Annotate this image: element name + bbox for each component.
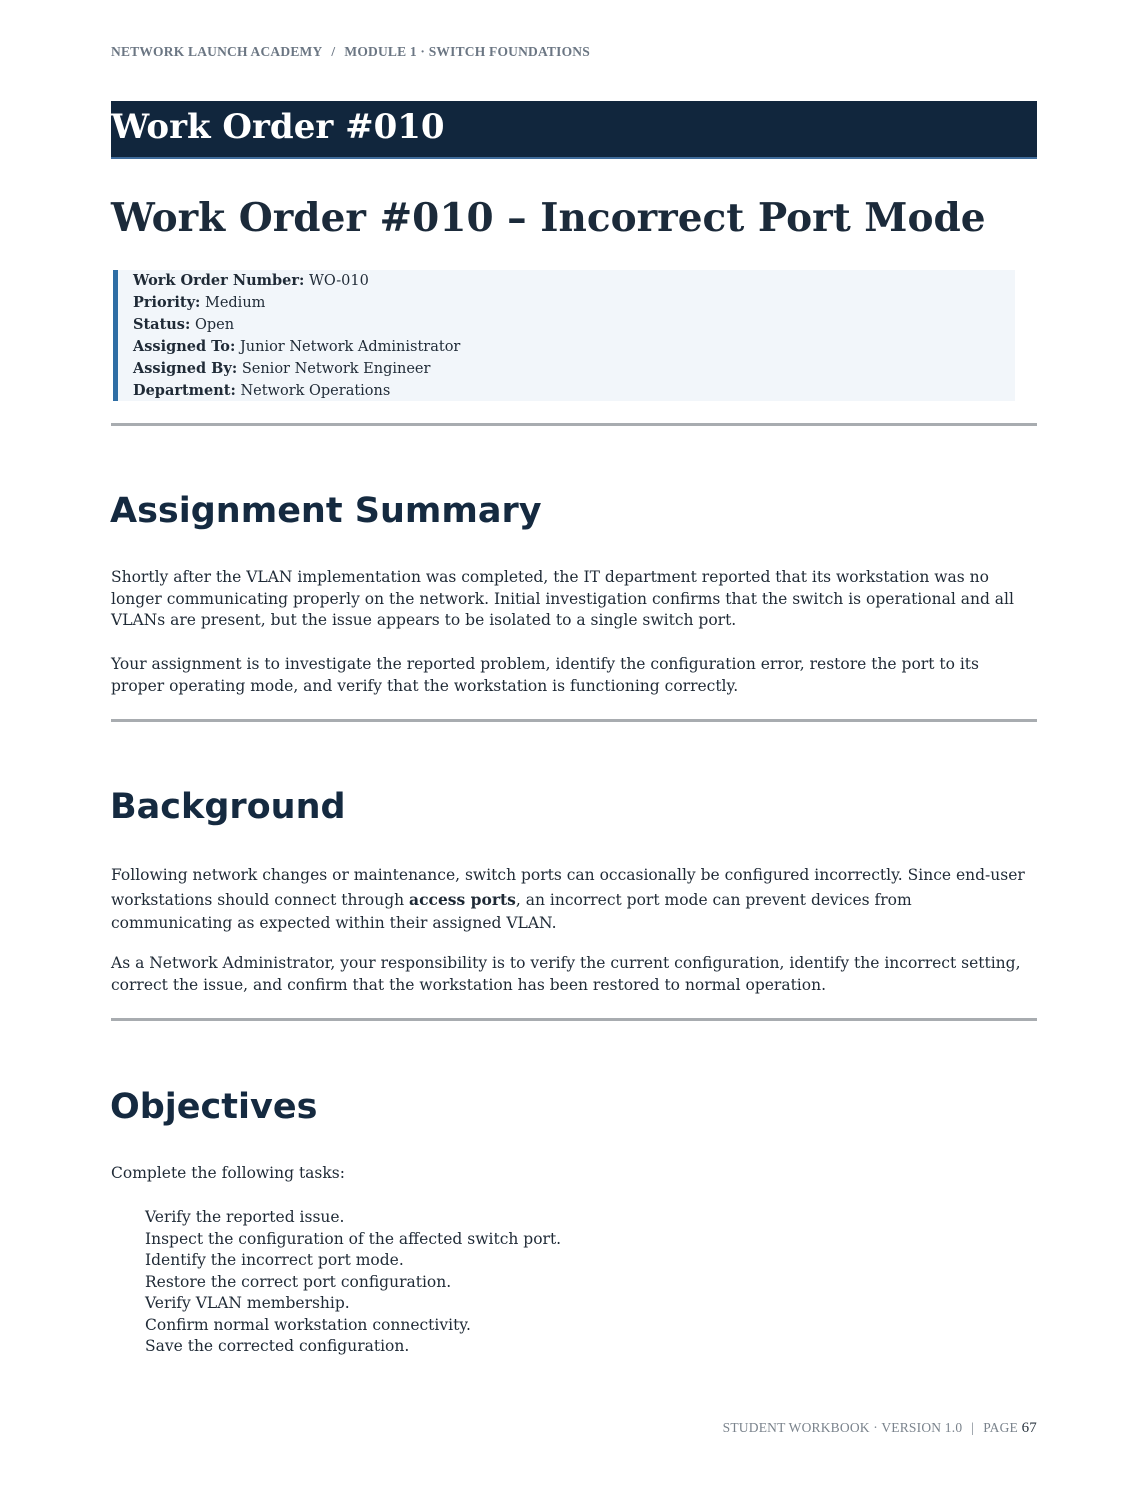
- section-title-assignment-summary: Assignment Summary: [110, 491, 542, 531]
- section-divider: [111, 719, 1037, 722]
- background-text: Following network changes or maintenance, switch ports can occasionally be configured incorrectly. Since end-user workstations should connect through: [111, 866, 1025, 909]
- meta-key: Status:: [133, 316, 191, 333]
- task-item: Confirm normal workstation connectivity.: [145, 1315, 471, 1334]
- section-divider: [111, 423, 1037, 426]
- meta-key: Department:: [133, 382, 236, 399]
- assignment-summary-paragraph: Your assignment is to investigate the reported problem, identify the configuration error, restore the port to its proper operating mode, and verify that the workstation is functioning correctly.: [111, 655, 979, 695]
- meta-value: Medium: [204, 295, 266, 311]
- access-ports-emphasis: access ports: [409, 889, 516, 909]
- task-item: Verify VLAN membership.: [145, 1294, 350, 1312]
- meta-key: Work Order Number:: [133, 272, 305, 289]
- page-footer: [723, 1420, 1037, 1437]
- meta-key: Assigned To:: [133, 338, 236, 355]
- breadcrumb-module: MODULE 1 · SWITCH FOUNDATIONS: [344, 44, 590, 59]
- page-title: Work Order #010 – Incorrect Port Mode: [111, 195, 986, 241]
- task-item: Restore the correct port configuration.: [145, 1272, 452, 1291]
- task-item: Inspect the configuration of the affected switch port.: [145, 1229, 562, 1248]
- footer-separator: |: [971, 1420, 975, 1435]
- meta-row-department: [133, 381, 1015, 403]
- assignment-summary-paragraph: Shortly after the VLAN implementation was completed, the IT department reported that its workstation was no longer communicating properly on the network. Initial investigation confirms that the switch is operational and all VLANs are present, but the issue appears to be isolated to a single switch port.: [111, 568, 1014, 630]
- background-paragraph: As a Network Administrator, your responsibility is to verify the current configuration, identify the incorrect setting, correct the issue, and confirm that the workstation has been restored to normal operation.: [111, 954, 1021, 994]
- breadcrumb-separator: /: [331, 44, 336, 59]
- footer-page-label: PAGE: [983, 1420, 1019, 1435]
- task-item: Verify the reported issue.: [145, 1208, 345, 1226]
- task-list: [145, 1207, 561, 1358]
- breadcrumb: [111, 44, 590, 60]
- footer-workbook: STUDENT WORKBOOK · VERSION 1.0: [722, 1420, 963, 1435]
- task-item: Save the corrected configuration.: [145, 1337, 410, 1355]
- meta-key: Assigned By:: [133, 360, 238, 377]
- meta-row-assigned-by: [133, 359, 1015, 381]
- meta-value: Open: [194, 317, 235, 333]
- banner-title: Work Order #010: [111, 107, 445, 147]
- objectives-intro: Complete the following tasks:: [111, 1164, 345, 1182]
- work-order-details: [113, 270, 1015, 401]
- background-text: , an incorrect port mode can prevent devices from communicating as expected within their assigned VLAN.: [111, 890, 912, 932]
- meta-value: WO-010: [308, 273, 369, 289]
- meta-value: Junior Network Administrator: [239, 339, 461, 355]
- page-number: 67: [1021, 1420, 1037, 1436]
- meta-row-assigned-to: [133, 337, 1015, 359]
- title-banner: [111, 101, 1037, 159]
- section-title-objectives: Objectives: [110, 1087, 318, 1127]
- meta-row-number: [133, 271, 1015, 293]
- task-item: Identify the incorrect port mode.: [145, 1251, 404, 1269]
- background-paragraph: [111, 864, 1037, 936]
- meta-row-status: [133, 315, 1015, 337]
- meta-value: Senior Network Engineer: [241, 361, 431, 377]
- meta-value: Network Operations: [240, 383, 391, 399]
- section-title-background: Background: [110, 787, 346, 827]
- meta-row-priority: [133, 293, 1015, 315]
- meta-key: Priority:: [133, 294, 201, 311]
- breadcrumb-academy: NETWORK LAUNCH ACADEMY: [111, 44, 323, 59]
- section-divider: [111, 1018, 1037, 1021]
